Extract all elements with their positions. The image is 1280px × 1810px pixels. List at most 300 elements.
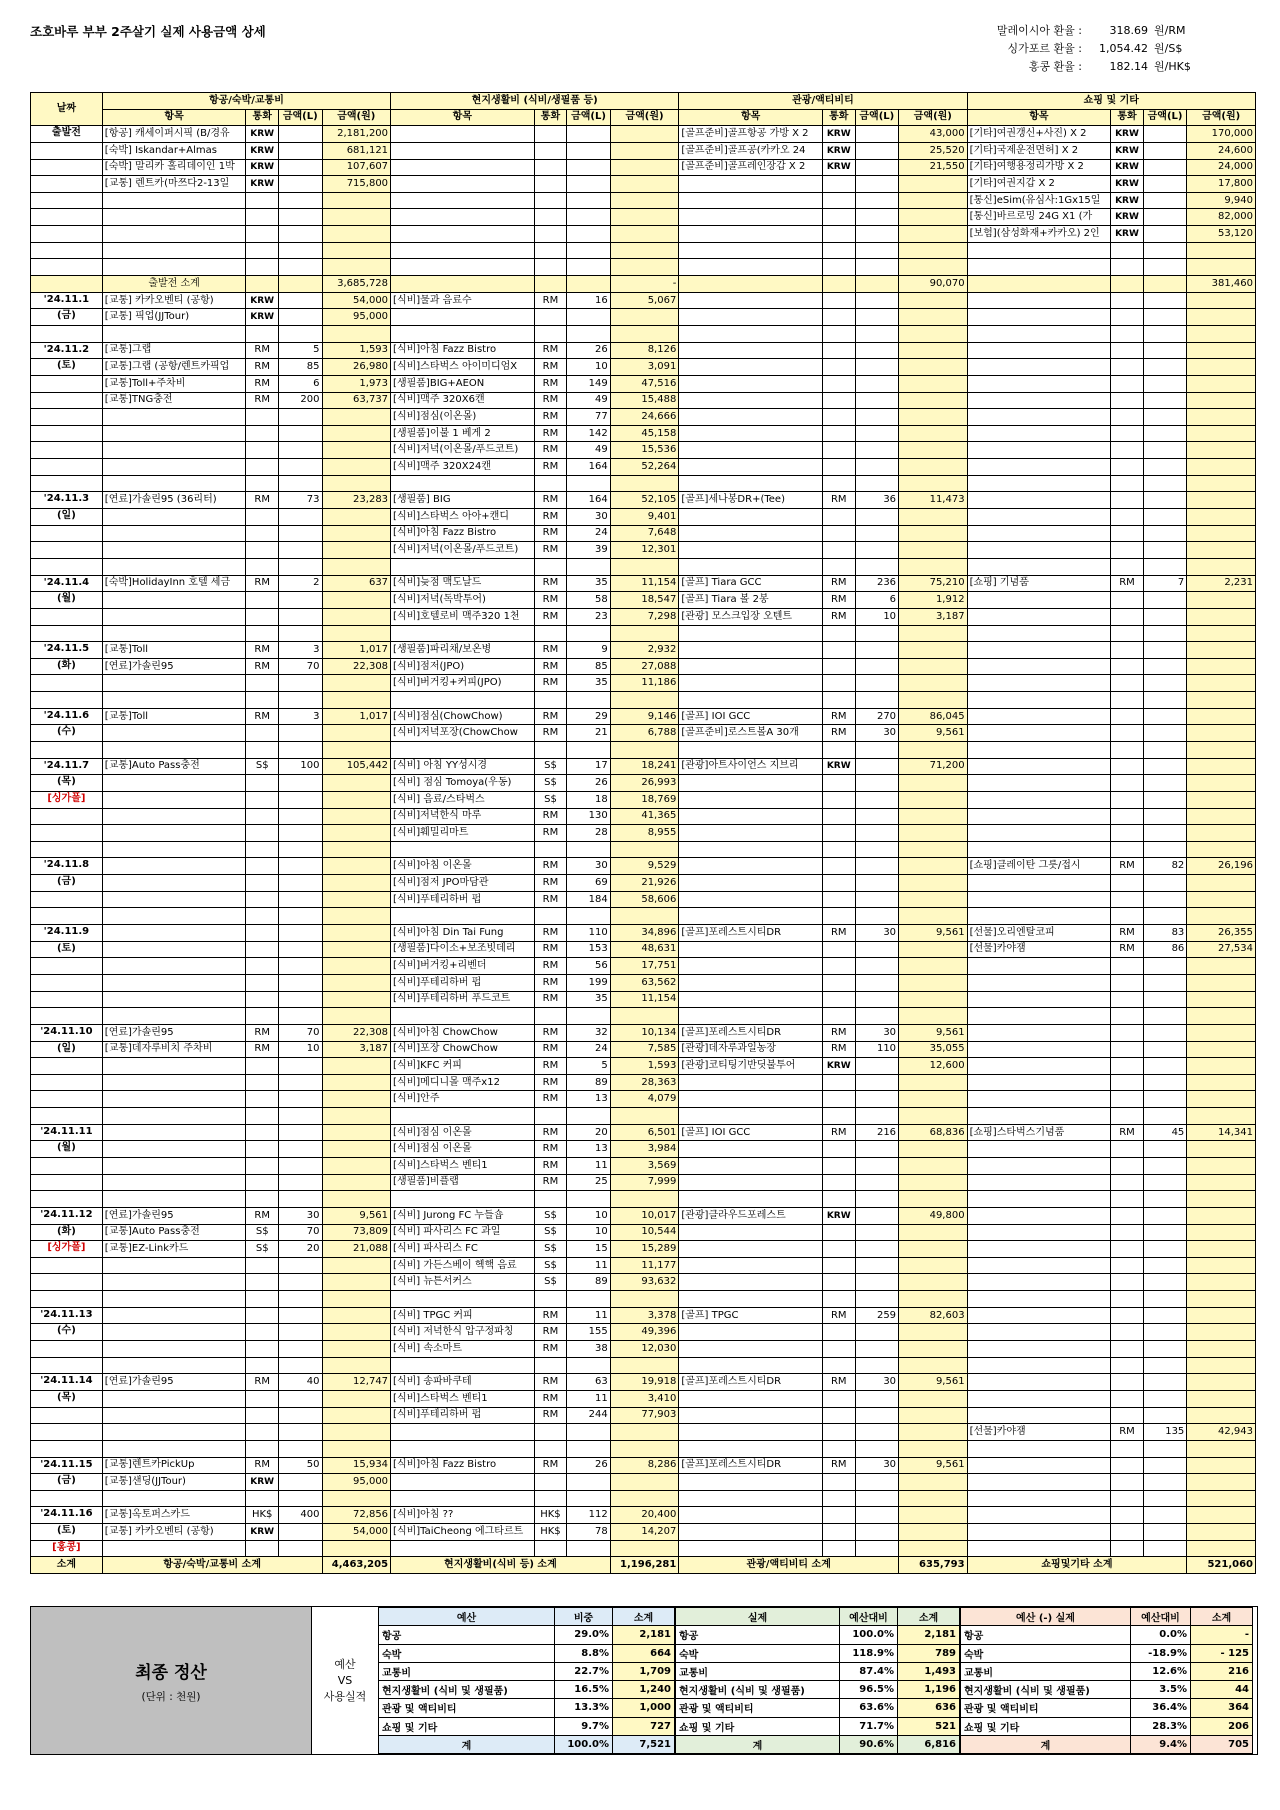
krw-amount (899, 226, 968, 243)
krw-amount: 24,000 (1187, 159, 1256, 176)
local-amount (279, 459, 323, 476)
expense-row (31, 875, 1256, 892)
settlement-sum-row (379, 1735, 675, 1753)
expense-row (31, 1074, 1256, 1091)
date-cell (31, 741, 103, 758)
currency-cell (246, 592, 279, 609)
currency-cell: RM (246, 1041, 279, 1058)
currency-cell (1111, 242, 1144, 259)
expense-item: [골프]포레스트시티DR (679, 1374, 823, 1391)
krw-amount (899, 192, 968, 209)
krw-amount (899, 1141, 968, 1158)
settlement-header-row (961, 1608, 1253, 1626)
expense-item (391, 1440, 535, 1457)
krw-amount (899, 658, 968, 675)
currency-cell (534, 741, 567, 758)
date-cell (31, 1224, 103, 1241)
krw-amount (610, 126, 679, 143)
krw-amount: 3,410 (610, 1390, 679, 1407)
expense-item (967, 642, 1111, 659)
krw-amount (1187, 442, 1256, 459)
currency-cell (822, 1091, 855, 1108)
currency-cell (1111, 741, 1144, 758)
empty-cell (822, 276, 855, 293)
date-cell (31, 758, 103, 775)
expense-item (679, 775, 823, 792)
currency-cell: RM (246, 658, 279, 675)
krw-amount: 86,045 (899, 708, 968, 725)
local-amount (1143, 475, 1187, 492)
currency-cell (534, 126, 567, 143)
local-amount (855, 159, 899, 176)
krw-amount (1187, 642, 1256, 659)
date-label: (화) (56, 1225, 76, 1237)
settlement-value: 2,181 (898, 1626, 960, 1644)
currency-cell (822, 1440, 855, 1457)
expense-item (967, 1224, 1111, 1241)
expense-item (102, 209, 246, 226)
expense-item (967, 958, 1111, 975)
local-amount (567, 692, 611, 709)
local-amount: 82 (1143, 858, 1187, 875)
expense-item (679, 1257, 823, 1274)
local-amount (567, 1008, 611, 1025)
date-cell (31, 1091, 103, 1108)
expense-item (102, 608, 246, 625)
local-amount (279, 625, 323, 642)
currency-cell: RM (534, 509, 567, 526)
local-amount (855, 292, 899, 309)
expense-row (31, 409, 1256, 426)
local-amount (1143, 1141, 1187, 1158)
local-amount: 69 (567, 875, 611, 892)
krw-amount (1187, 1174, 1256, 1191)
expense-item (391, 908, 535, 925)
local-amount (1143, 459, 1187, 476)
currency-cell (246, 1407, 279, 1424)
currency-cell (246, 1291, 279, 1308)
krw-amount (899, 675, 968, 692)
expense-item (102, 1058, 246, 1075)
local-amount: 78 (567, 1524, 611, 1541)
krw-amount (899, 808, 968, 825)
expense-item: [식비]호텔로비 맥주320 1천 (391, 608, 535, 625)
krw-amount (322, 1407, 391, 1424)
local-amount: 23 (567, 608, 611, 625)
expense-item (102, 1341, 246, 1358)
local-amount (855, 442, 899, 459)
local-amount (855, 1008, 899, 1025)
expense-item: [교통]TNG충전 (102, 392, 246, 409)
currency-cell (822, 342, 855, 359)
expense-item (967, 375, 1111, 392)
expense-item (967, 692, 1111, 709)
krw-amount (899, 825, 968, 842)
krw-amount: 35,055 (899, 1041, 968, 1058)
expense-row (31, 758, 1256, 775)
krw-amount (1187, 1440, 1256, 1457)
krw-amount (1187, 1091, 1256, 1108)
krw-amount: 82,000 (1187, 209, 1256, 226)
currency-cell: RM (246, 1374, 279, 1391)
expense-item: [연료]가솔린95 (36리터) (102, 492, 246, 509)
expense-row (31, 1241, 1256, 1258)
currency-cell (822, 1224, 855, 1241)
krw-amount (899, 625, 968, 642)
expense-item (967, 1241, 1111, 1258)
krw-amount (322, 459, 391, 476)
date-label: (토) (56, 942, 76, 954)
date-cell (31, 342, 103, 359)
krw-amount (322, 1274, 391, 1291)
currency-cell (246, 242, 279, 259)
local-amount (279, 741, 323, 758)
currency-cell (822, 242, 855, 259)
expense-item (679, 226, 823, 243)
currency-cell (1111, 1158, 1144, 1175)
local-amount (1143, 1324, 1187, 1341)
krw-amount: 27,534 (1187, 941, 1256, 958)
currency-cell (822, 1390, 855, 1407)
local-amount (855, 1108, 899, 1125)
date-label: '24.11.3 (43, 493, 90, 505)
settlement-value: -18.9% (1131, 1644, 1191, 1662)
local-amount (1143, 775, 1187, 792)
settlement-row (379, 1662, 675, 1680)
local-amount (1143, 375, 1187, 392)
date-cell (31, 1390, 103, 1407)
currency-cell (822, 808, 855, 825)
settlement-value: 216 (1191, 1662, 1253, 1680)
expense-item (391, 142, 535, 159)
krw-amount (322, 1324, 391, 1341)
krw-amount: 72,856 (322, 1507, 391, 1524)
local-amount: 5 (567, 1058, 611, 1075)
currency-cell (246, 459, 279, 476)
date-cell (31, 1058, 103, 1075)
krw-amount (322, 475, 391, 492)
fx-unit: 원/RM (1154, 24, 1186, 37)
local-amount (279, 309, 323, 326)
local-amount: 70 (279, 1224, 323, 1241)
local-amount (567, 126, 611, 143)
settlement-value: 364 (1191, 1699, 1253, 1717)
settlement-value: 28.3% (1131, 1717, 1191, 1735)
local-amount (855, 841, 899, 858)
local-amount (855, 1141, 899, 1158)
expense-row (31, 958, 1256, 975)
expense-row (31, 575, 1256, 592)
expense-item (679, 1390, 823, 1407)
date-label: (토) (56, 1525, 76, 1537)
krw-amount (1187, 1241, 1256, 1258)
expense-item (102, 242, 246, 259)
local-amount (855, 1407, 899, 1424)
difference-table (960, 1607, 1253, 1754)
expense-item (679, 825, 823, 842)
local-amount (1143, 1507, 1187, 1524)
krw-amount: 3,378 (610, 1307, 679, 1324)
currency-cell (534, 325, 567, 342)
krw-amount (1187, 1207, 1256, 1224)
local-amount (567, 142, 611, 159)
currency-cell (246, 858, 279, 875)
local-amount (1143, 625, 1187, 642)
expense-item: [교통] 카카오벤티 (공항) (102, 1524, 246, 1541)
local-amount (855, 1191, 899, 1208)
local-amount (855, 509, 899, 526)
local-amount: 184 (567, 891, 611, 908)
column-header: 금액(원) (1187, 109, 1256, 126)
settlement-row (676, 1699, 960, 1717)
krw-amount (610, 1490, 679, 1507)
local-amount (1143, 558, 1187, 575)
krw-amount (1187, 1307, 1256, 1324)
local-amount: 30 (855, 1457, 899, 1474)
krw-amount (1187, 1108, 1256, 1125)
expense-item (102, 1440, 246, 1457)
expense-item: [골프준비]골프항공 가방 X 2 (679, 126, 823, 143)
date-cell (31, 292, 103, 309)
krw-amount (1187, 1257, 1256, 1274)
local-amount: 10 (567, 1207, 611, 1224)
krw-amount (1187, 808, 1256, 825)
expense-row (31, 459, 1256, 476)
currency-cell: RM (822, 725, 855, 742)
currency-cell (246, 925, 279, 942)
expense-item: [식비]아침 이온몰 (391, 858, 535, 875)
settlement-category: 관광 및 액티비티 (676, 1699, 840, 1717)
expense-item: [선물]카야잼 (967, 1424, 1111, 1441)
date-cell (31, 1008, 103, 1025)
expense-row (31, 608, 1256, 625)
krw-amount: 48,631 (610, 941, 679, 958)
local-amount (855, 375, 899, 392)
settlement-category: 항공 (961, 1626, 1131, 1644)
currency-cell (822, 741, 855, 758)
krw-amount (610, 1540, 679, 1557)
currency-cell (1111, 775, 1144, 792)
expense-item (679, 1407, 823, 1424)
settlement-row (676, 1681, 960, 1699)
krw-amount (899, 409, 968, 426)
date-label: '24.11.14 (40, 1375, 93, 1387)
currency-cell: KRW (822, 142, 855, 159)
local-amount (855, 1341, 899, 1358)
date-label: '24.11.16 (40, 1508, 93, 1520)
currency-cell (822, 475, 855, 492)
currency-cell: RM (534, 459, 567, 476)
local-amount (1143, 1091, 1187, 1108)
expense-item: [교통]Toll (102, 642, 246, 659)
local-amount: 45 (1143, 1124, 1187, 1141)
expense-item: [교통]옥토퍼스카드 (102, 1507, 246, 1524)
expense-item: [골프]포레스트시티DR (679, 1024, 823, 1041)
local-amount (855, 525, 899, 542)
krw-amount: 9,561 (322, 1207, 391, 1224)
krw-amount (322, 875, 391, 892)
currency-cell: KRW (1111, 226, 1144, 243)
expense-row (31, 791, 1256, 808)
local-amount (855, 209, 899, 226)
currency-cell (822, 292, 855, 309)
currency-cell: RM (822, 1041, 855, 1058)
local-amount (279, 1440, 323, 1457)
expense-item (102, 1357, 246, 1374)
local-amount: 164 (567, 492, 611, 509)
expense-item (102, 226, 246, 243)
expense-item (679, 259, 823, 276)
expense-item (967, 442, 1111, 459)
expense-row (31, 1507, 1256, 1524)
currency-cell (1111, 1058, 1144, 1075)
currency-cell (1111, 392, 1144, 409)
local-amount (567, 908, 611, 925)
currency-cell (246, 409, 279, 426)
krw-amount (322, 841, 391, 858)
currency-cell: RM (534, 1307, 567, 1324)
local-amount (279, 475, 323, 492)
expense-item: [쇼핑]클레이탄 그릇/접시 (967, 858, 1111, 875)
budget-table (378, 1607, 675, 1754)
expense-item (967, 625, 1111, 642)
krw-amount (1187, 409, 1256, 426)
currency-cell (822, 375, 855, 392)
local-amount (279, 209, 323, 226)
subtotal-value: - (610, 276, 679, 293)
krw-amount (1187, 542, 1256, 559)
krw-amount: 6,501 (610, 1124, 679, 1141)
currency-cell (822, 908, 855, 925)
local-amount (1143, 176, 1187, 193)
expense-item: [식비]훼밀리마트 (391, 825, 535, 842)
expense-item (391, 192, 535, 209)
date-cell (31, 1524, 103, 1541)
currency-cell: S$ (534, 1241, 567, 1258)
local-amount (1143, 159, 1187, 176)
settlement-header-row (676, 1608, 960, 1626)
currency-cell (246, 1390, 279, 1407)
local-amount (279, 226, 323, 243)
krw-amount (322, 542, 391, 559)
currency-cell: S$ (246, 758, 279, 775)
krw-amount (1187, 1008, 1256, 1025)
settlement-row (961, 1644, 1253, 1662)
krw-amount: 22,308 (322, 658, 391, 675)
expense-item (967, 725, 1111, 742)
currency-cell: RM (534, 392, 567, 409)
currency-cell (1111, 1374, 1144, 1391)
local-amount: 10 (567, 1224, 611, 1241)
date-cell (31, 475, 103, 492)
currency-cell (534, 176, 567, 193)
local-amount: 30 (855, 1374, 899, 1391)
expense-row (31, 1374, 1256, 1391)
krw-amount: 7,648 (610, 525, 679, 542)
local-amount (855, 1091, 899, 1108)
currency-cell (534, 1540, 567, 1557)
krw-amount (1187, 1374, 1256, 1391)
expense-item (967, 1390, 1111, 1407)
krw-amount (610, 1474, 679, 1491)
expense-row (31, 1108, 1256, 1125)
column-header: 금액(L) (567, 109, 611, 126)
date-label: '24.11.5 (43, 643, 90, 655)
category-subtotal-label: 관광/액티비티 소계 (679, 1557, 899, 1574)
krw-amount (1187, 1158, 1256, 1175)
local-amount (279, 875, 323, 892)
expense-item: [골프]세나봉DR+(Tee) (679, 492, 823, 509)
expense-item: [식비]KFC 커피 (391, 1058, 535, 1075)
currency-cell (822, 558, 855, 575)
expense-item: [식비]아침 Fazz Bistro (391, 1457, 535, 1474)
local-amount (1143, 658, 1187, 675)
expense-item (391, 1490, 535, 1507)
column-header: 통화 (534, 109, 567, 126)
local-amount (855, 425, 899, 442)
expense-item (967, 542, 1111, 559)
currency-cell (1111, 1341, 1144, 1358)
local-amount (1143, 1390, 1187, 1407)
local-amount (855, 991, 899, 1008)
expense-item (102, 1124, 246, 1141)
krw-amount (322, 908, 391, 925)
local-amount (855, 808, 899, 825)
currency-cell: RM (534, 1174, 567, 1191)
local-amount (855, 142, 899, 159)
currency-cell (822, 1074, 855, 1091)
local-amount (1143, 875, 1187, 892)
expense-item: [생필품]다이소+보조빗데리 (391, 941, 535, 958)
fx-row (997, 40, 1210, 58)
currency-cell (246, 475, 279, 492)
local-amount (279, 1474, 323, 1491)
settlement-value: 789 (898, 1644, 960, 1662)
local-amount (855, 392, 899, 409)
date-cell (31, 692, 103, 709)
subtotal-value: 3,685,728 (322, 276, 391, 293)
local-amount (279, 1091, 323, 1108)
column-header: 금액(원) (610, 109, 679, 126)
expense-item: [골프] IOI GCC (679, 708, 823, 725)
local-amount (1143, 1474, 1187, 1491)
currency-cell (1111, 1174, 1144, 1191)
currency-cell (822, 1174, 855, 1191)
currency-cell (822, 825, 855, 842)
date-cell (31, 492, 103, 509)
settlement-value: 1,240 (613, 1681, 675, 1699)
expense-item (102, 1390, 246, 1407)
local-amount (1143, 259, 1187, 276)
currency-cell (822, 1507, 855, 1524)
currency-cell: RM (534, 858, 567, 875)
date-cell (31, 825, 103, 842)
date-label: '24.11.9 (43, 926, 90, 938)
currency-cell: KRW (1111, 126, 1144, 143)
expense-item (967, 1158, 1111, 1175)
date-label: '24.11.6 (43, 709, 90, 721)
currency-cell (246, 1108, 279, 1125)
local-amount (1143, 525, 1187, 542)
settlement-value: 636 (898, 1699, 960, 1717)
expense-item (967, 1041, 1111, 1058)
local-amount: 13 (567, 1141, 611, 1158)
expense-item (391, 1474, 535, 1491)
expense-item (967, 1257, 1111, 1274)
krw-amount (1187, 625, 1256, 642)
local-amount (1143, 142, 1187, 159)
expense-item (679, 808, 823, 825)
